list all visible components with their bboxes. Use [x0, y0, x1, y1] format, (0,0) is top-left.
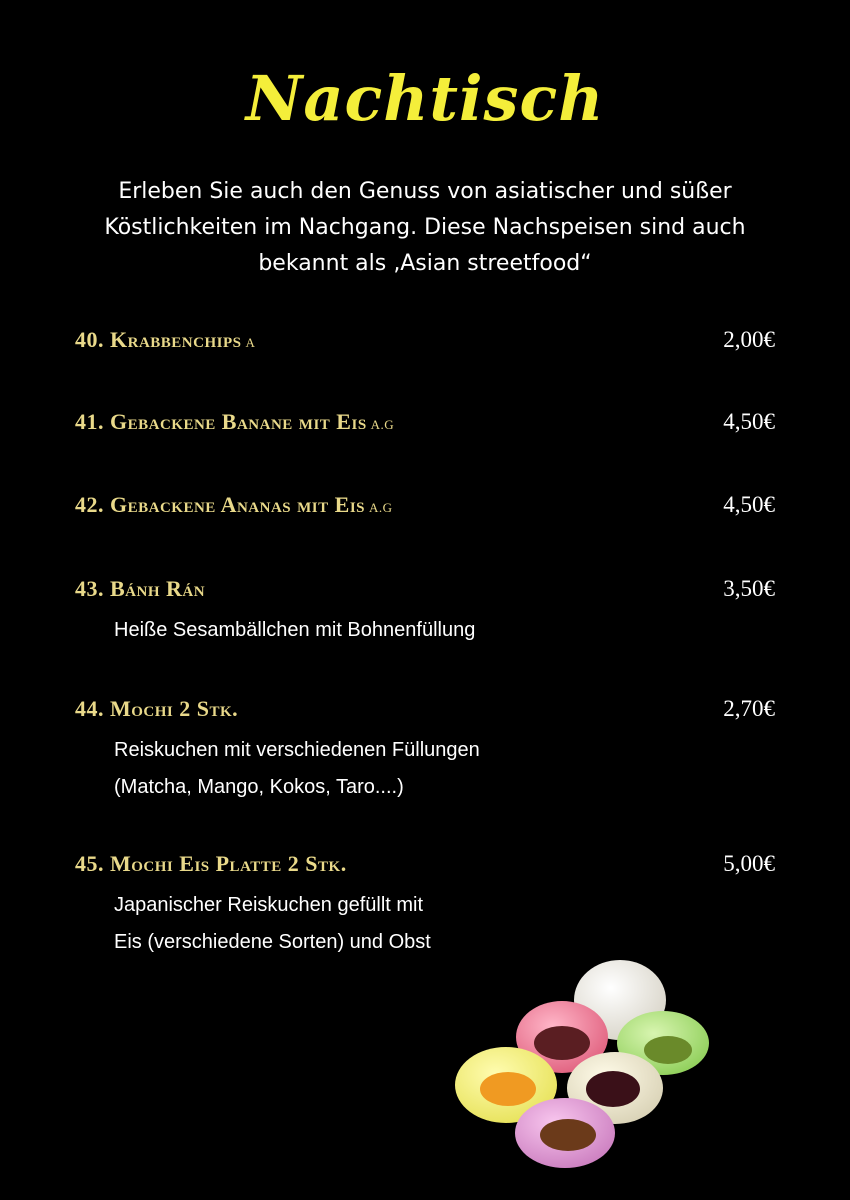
- item-description: [114, 612, 775, 649]
- menu-item-44: [75, 696, 775, 806]
- menu-item-40: [75, 327, 775, 361]
- page-title: Nachtisch: [245, 62, 605, 135]
- item-name: [75, 851, 347, 877]
- item-name-text: 45. Mochi Eis Platte 2 Stk.: [75, 851, 347, 876]
- item-name: [75, 327, 255, 353]
- intro-line: Erleben Sie auch den Genuss von asiatischer und süßer: [118, 179, 732, 204]
- item-name: [75, 576, 205, 602]
- intro-line: bekannt als ‚Asian streetfood“: [258, 251, 592, 276]
- item-price: 2,70€: [723, 696, 775, 721]
- item-name-text: 43. Bánh Rán: [75, 576, 206, 601]
- item-name-text: 44. Mochi 2 Stk.: [75, 696, 239, 721]
- menu-item-45: [75, 851, 775, 961]
- item-price: 2,00€: [723, 327, 775, 352]
- description-line: Eis (verschiedene Sorten) und Obst: [114, 931, 431, 953]
- item-description: [114, 732, 775, 806]
- item-name-text: 40. Krabbenchips: [75, 327, 242, 352]
- item-price: 4,50€: [723, 492, 775, 517]
- description-line: Reiskuchen mit verschiedenen Füllungen: [114, 739, 480, 761]
- allergen-code: A: [245, 335, 256, 350]
- menu-item-43: [75, 576, 775, 649]
- item-price: 3,50€: [723, 576, 775, 601]
- item-price: 4,50€: [723, 409, 775, 434]
- allergen-code: A.G: [369, 500, 393, 515]
- item-name: [75, 492, 393, 518]
- description-line: (Matcha, Mango, Kokos, Taro....): [114, 776, 404, 798]
- allergen-code: A.G: [370, 417, 395, 432]
- item-price: 5,00€: [723, 851, 775, 876]
- mochi-image: [450, 955, 720, 1170]
- intro-line: Köstlichkeiten im Nachgang. Diese Nachspeisen sind auch: [104, 215, 746, 240]
- item-description: [114, 887, 775, 961]
- intro-text: [100, 174, 750, 282]
- description-line: Heiße Sesambällchen mit Bohnenfüllung: [114, 619, 476, 641]
- item-name: [75, 409, 394, 435]
- menu-item-41: [75, 409, 775, 443]
- description-line: Japanischer Reiskuchen gefüllt mit: [114, 894, 424, 916]
- menu-item-42: [75, 492, 775, 526]
- item-name: [75, 696, 238, 722]
- item-name-text: 41. Gebackene Banane mit Eis: [75, 409, 367, 434]
- item-name-text: 42. Gebackene Ananas mit Eis: [75, 492, 365, 517]
